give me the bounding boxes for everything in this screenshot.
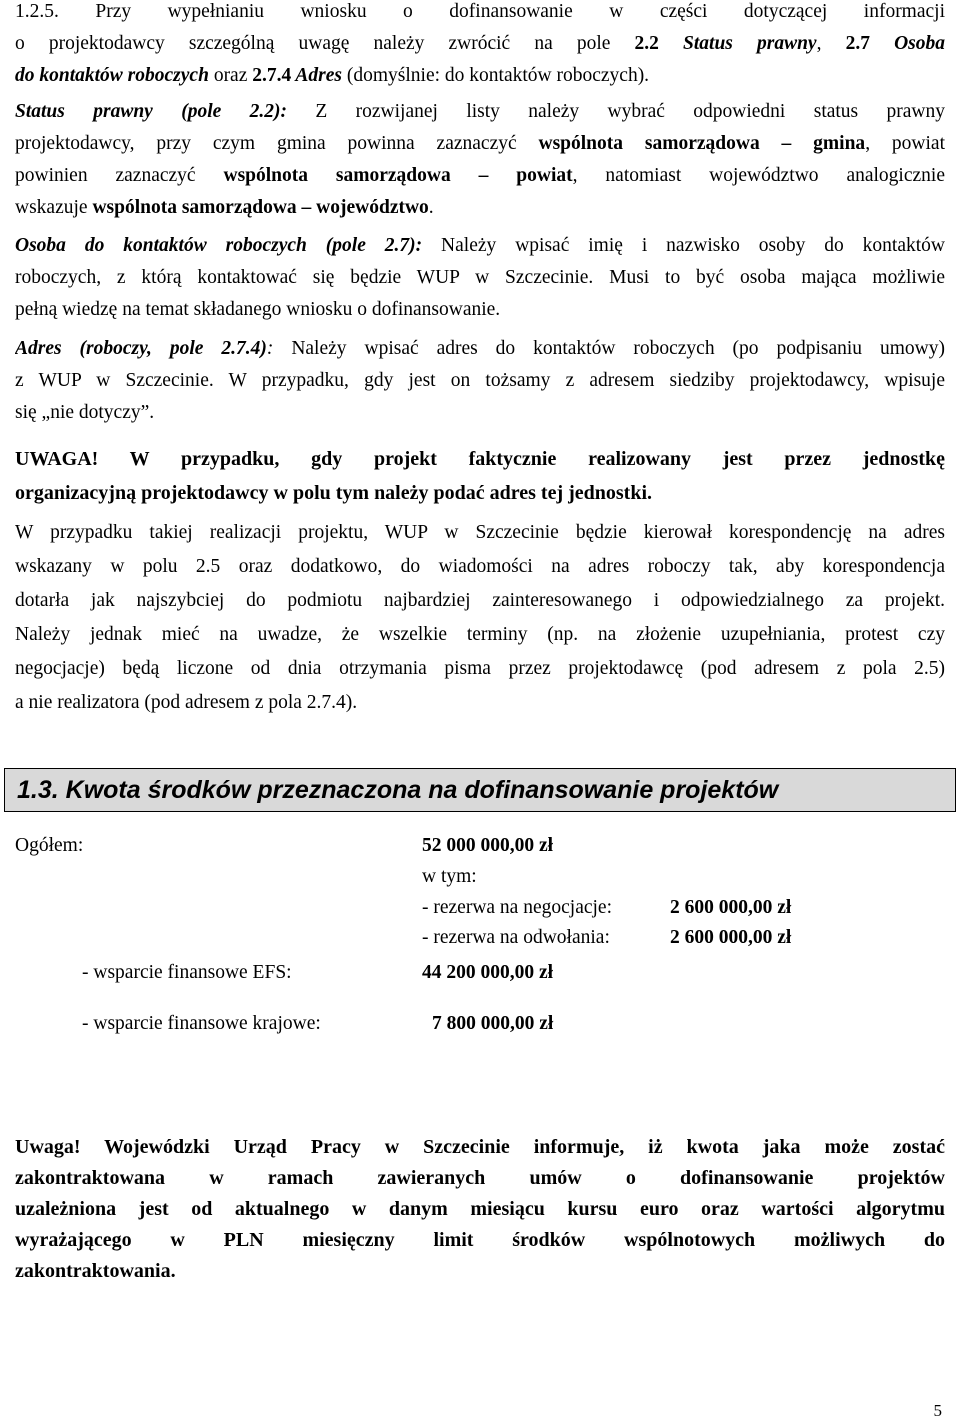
text: o projektodawcy szczególną uwagę należy zwrócić na pole [15,33,635,54]
section-125-line-1 [15,0,945,28]
text: zakontraktowana w ramach zawieranych umów o dofinansowanie projektów [15,1167,945,1189]
note-line-4 [15,1225,945,1256]
text: wyrażającego w PLN miesięczny limit środków wspólnotowych możliwych do [15,1229,945,1251]
field-name-status: Status prawny [658,33,817,54]
text: 1.2.5. Przy wypełnianiu wniosku o dofinansowanie w części dotyczącej informacji [15,1,945,22]
appeal-reserve-label: - rezerwa na odwołania: [422,927,610,948]
text: wskazuje [15,197,93,218]
field-name-kontakt: do kontaktów roboczych [15,65,209,86]
contact-line-1 [15,230,945,262]
status-line-3 [15,160,945,192]
text: Z rozwijanej listy należy wybrać odpowiedni status prawny [287,101,945,122]
status-paragraph [15,96,945,224]
text: organizacyjną projektodawcy w polu tym należy podać adres tej jednostki. [15,482,653,504]
note-line-3 [15,1194,945,1225]
section-125-paragraph [15,0,945,92]
correspondence-line-5 [15,652,945,686]
warning-paragraph [15,442,945,510]
section-13-heading [4,768,956,812]
total-label: Ogółem: [15,835,84,856]
correspondence-line-3 [15,584,945,618]
text: wskazany w polu 2.5 oraz dodatkowo, do wiadomości na adres roboczy tak, aby korespondencja [15,556,945,577]
efs-label: - wsparcie finansowe EFS: [82,962,292,983]
text: , [816,33,846,54]
text: się „nie dotyczy”. [15,402,155,423]
status-heading: Status prawny (pole 2.2): [15,101,287,122]
text: a nie realizatora (pod adresem z pola 2.7.4). [15,692,358,713]
field-ref-2-2: 2.2 [634,33,659,54]
text: Należy wpisać imię i nazwisko osoby do kontaktów [422,235,945,256]
negotiation-reserve-value: 2 600 000,00 zł [670,897,792,918]
section-125-line-3 [15,60,945,92]
text: (domyślnie: do kontaktów roboczych). [342,65,650,86]
note-paragraph [15,1132,945,1287]
option-gmina: wspólnota samorządowa – gmina [538,133,866,154]
text: , natomiast województwo analogicznie [572,165,945,186]
text: projektodawcy, przy czym gmina powinna zaznaczyć [15,133,539,154]
status-line-1 [15,96,945,128]
note-line-5 [15,1256,945,1287]
section-13-title: 1.3. Kwota środków przeznaczona na dofinansowanie projektów [17,776,779,804]
correspondence-line-4 [15,618,945,652]
page-number: 5 [933,1401,942,1420]
status-line-2 [15,128,945,160]
field-name-osoba: Osoba [869,33,945,54]
field-name-adres: Adres [291,65,342,86]
text: Należy jednak mieć na uwadze, że wszelkie terminy (np. na złożenie uzupełniania, protest czy [15,624,945,645]
contact-heading: Osoba do kontaktów roboczych (pole 2.7): [15,235,423,256]
correspondence-paragraph [15,516,945,720]
text: Należy wpisać adres do kontaktów roboczych (po podpisaniu umowy) [273,338,945,359]
address-heading: Adres (roboczy, pole 2.7.4) [15,338,267,359]
text: W przypadku takiej realizacji projektu, WUP w Szczecinie będzie kierował korespondencję na adres [15,522,945,543]
contact-line-2 [15,262,945,294]
national-label: - wsparcie finansowe krajowe: [82,1013,321,1034]
text: z WUP w Szczecinie. W przypadku, gdy jest on tożsamy z adresem siedziby projektodawcy, wpisuje [15,370,945,391]
contact-paragraph [15,230,945,326]
note-line-2 [15,1163,945,1194]
address-line-3 [15,397,945,429]
including-label: w tym: [422,866,477,887]
text: negocjacje) będą liczone od dnia otrzymania pisma przez projektodawcę (pod adresem z pola 2.5) [15,658,945,679]
text: roboczych, z którą kontaktować się będzie WUP w Szczecinie. Musi to być osoba mająca możliwie [15,267,945,288]
warning-line-2 [15,476,945,510]
text: , powiat [865,133,945,154]
address-line-2 [15,365,945,397]
status-line-4 [15,192,945,224]
text: : [266,338,274,359]
option-wojewodztwo: wspólnota samorządowa – województwo [92,197,429,218]
text: oraz [208,65,253,86]
address-paragraph [15,333,945,429]
text: powinien zaznaczyć [15,165,224,186]
field-ref-2-7: 2.7 [845,33,870,54]
text: zakontraktowania. [15,1260,176,1282]
contact-line-3 [15,294,945,326]
text: UWAGA! W przypadku, gdy projekt faktycznie realizowany jest przez jednostkę [15,448,945,470]
correspondence-line-6 [15,686,945,720]
field-ref-2-7-4: 2.7.4 [252,65,292,86]
address-line-1 [15,333,945,365]
correspondence-line-1 [15,516,945,550]
warning-line-1 [15,442,945,476]
text: pełną wiedzę na temat składanego wniosku o dofinansowanie. [15,299,501,320]
note-line-1 [15,1132,945,1163]
appeal-reserve-value: 2 600 000,00 zł [670,927,792,948]
option-powiat: wspólnota samorządowa – powiat [223,165,573,186]
text: uzależniona jest od aktualnego w danym miesiącu kursu euro oraz wartości algorytmu [15,1198,945,1220]
national-value: 7 800 000,00 zł [432,1013,554,1034]
text: . [428,197,434,218]
section-125-line-2 [15,28,945,60]
negotiation-reserve-label: - rezerwa na negocjacje: [422,897,612,918]
total-value: 52 000 000,00 zł [422,835,554,856]
text: dotarła jak najszybciej do podmiotu najbardziej zainteresowanego i odpowiedzialnego za projekt. [15,590,945,611]
correspondence-line-2 [15,550,945,584]
text: Uwaga! Wojewódzki Urząd Pracy w Szczecinie informuje, iż kwota jaka może zostać [15,1136,945,1158]
efs-value: 44 200 000,00 zł [422,962,554,983]
